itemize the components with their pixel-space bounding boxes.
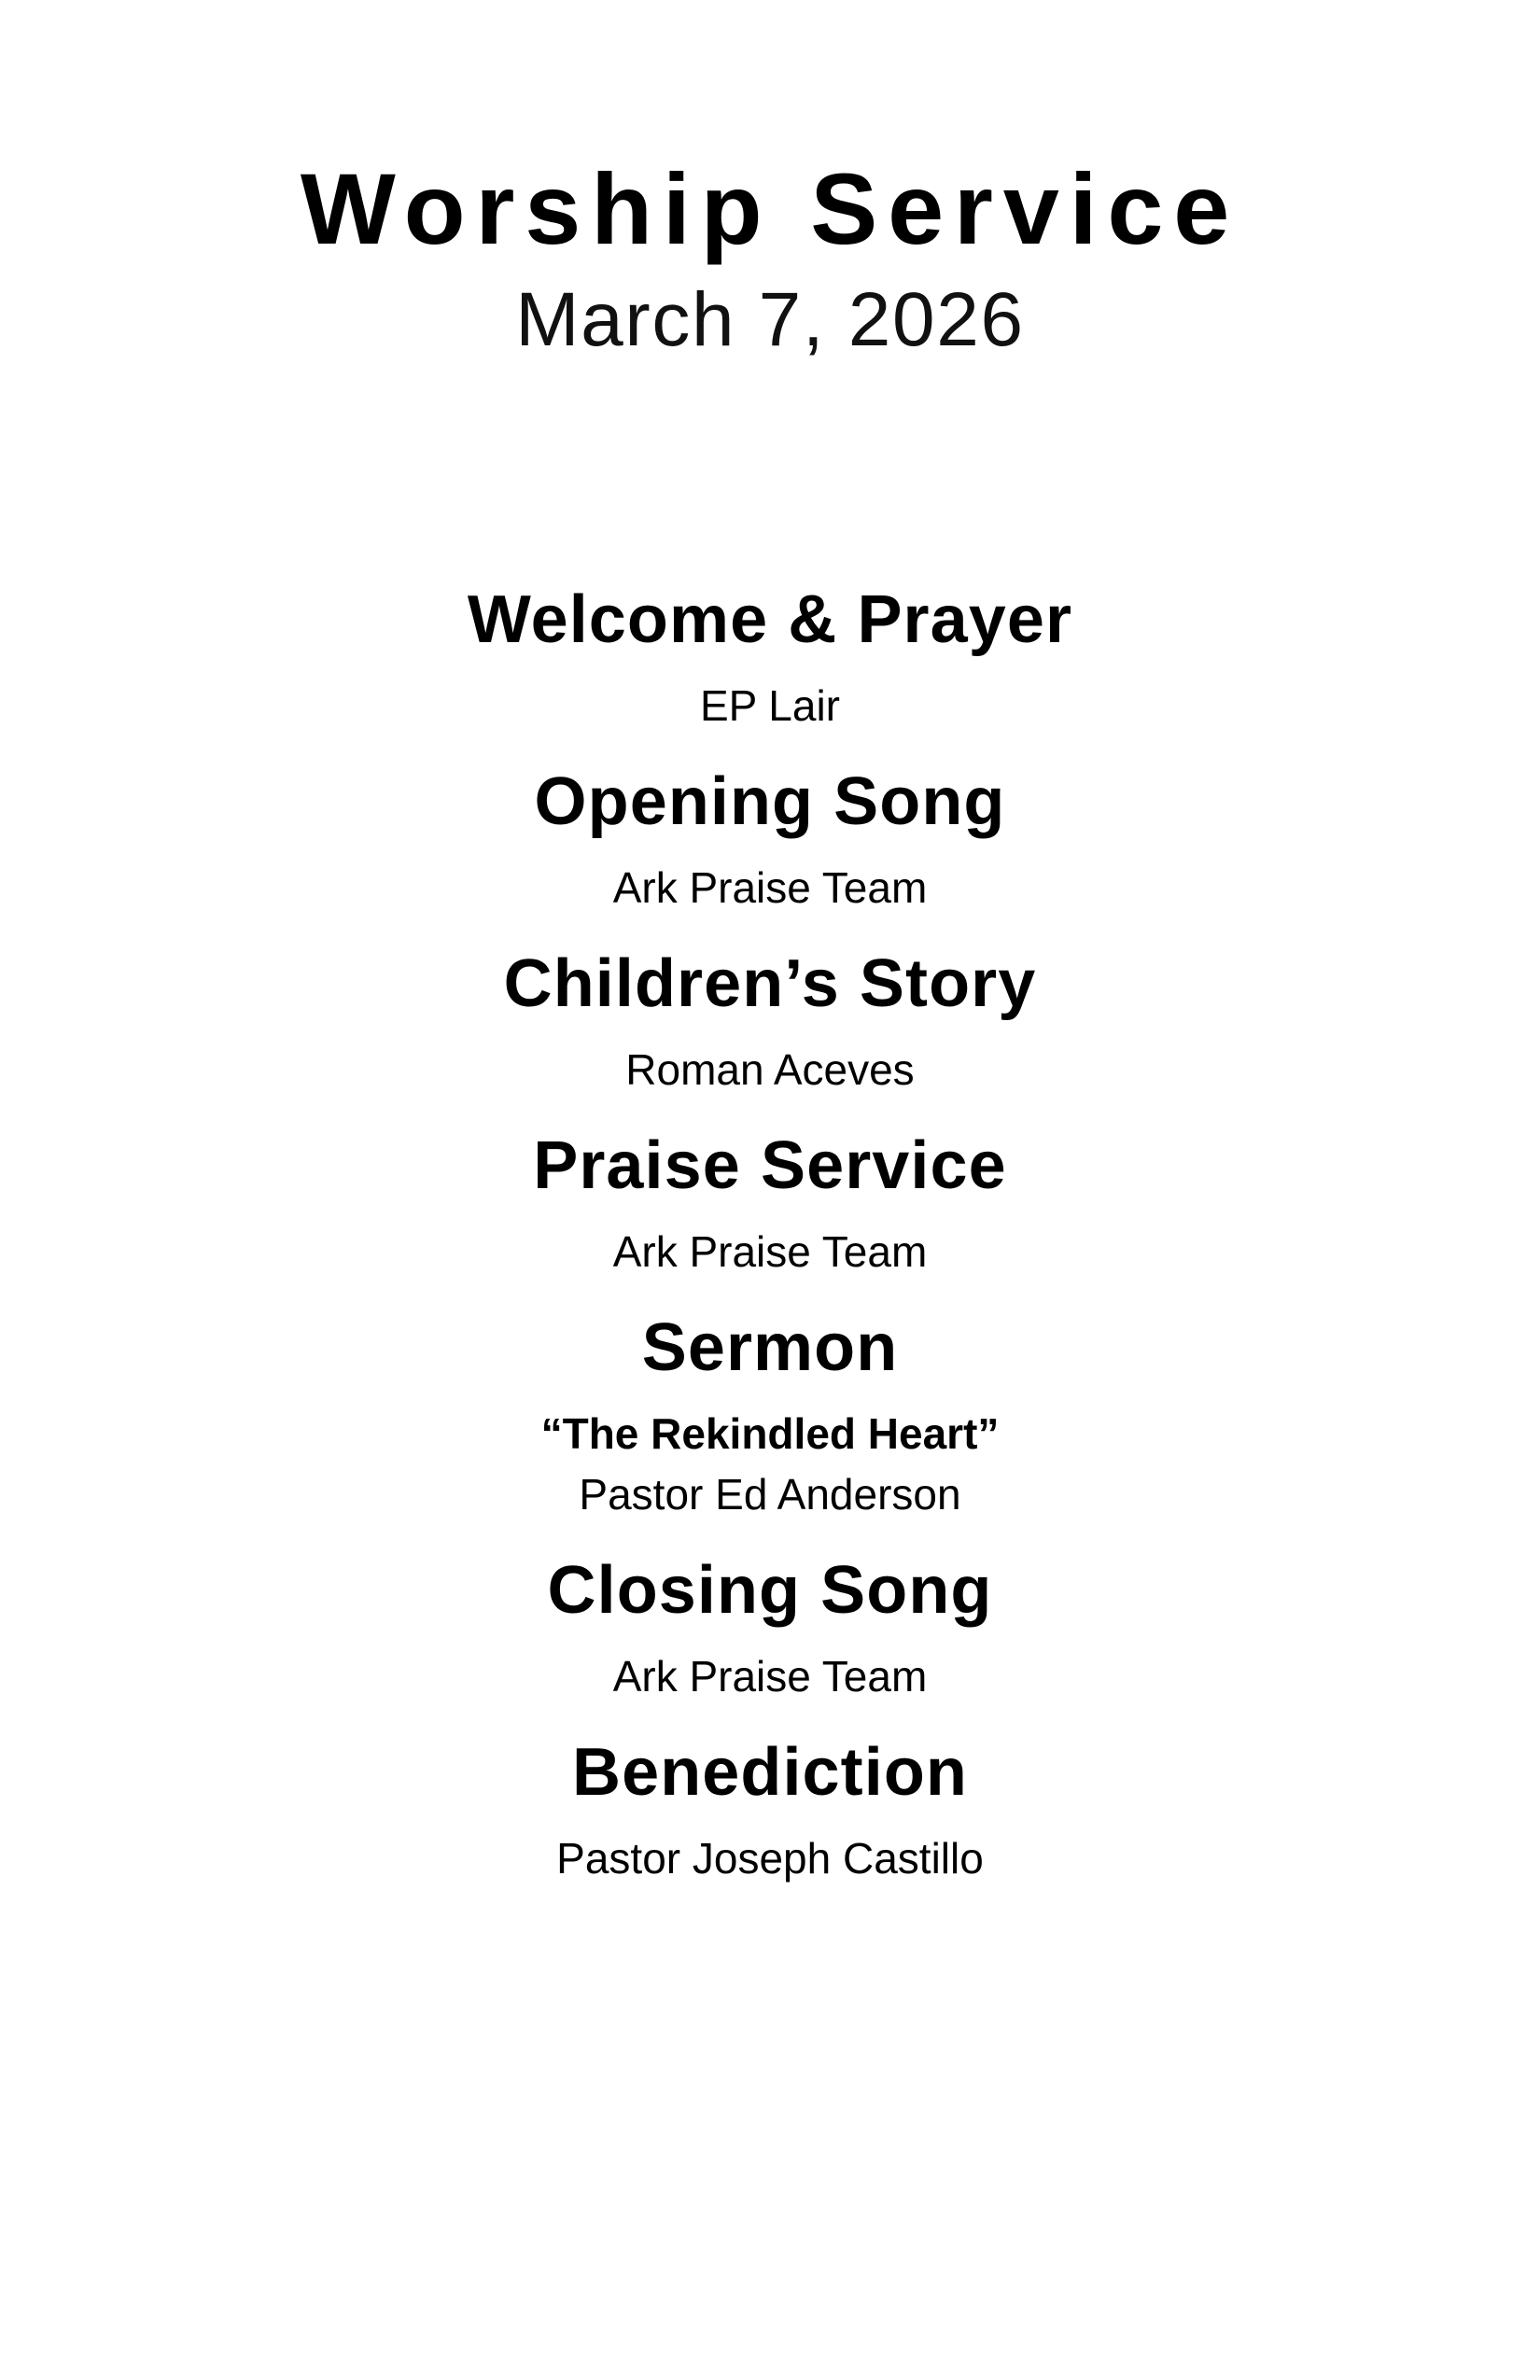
- item-detail: Ark Praise Team: [612, 863, 928, 913]
- item-heading: Welcome & Prayer: [467, 582, 1073, 658]
- item-detail: EP Lair: [699, 681, 841, 731]
- item-heading: Sermon: [641, 1309, 899, 1385]
- page-title: Worship Service: [300, 152, 1240, 265]
- page-date: March 7, 2026: [515, 277, 1025, 362]
- item-heading: Children’s Story: [503, 946, 1037, 1022]
- program-item-benediction: [0, 1734, 1540, 1883]
- program-item-opening-song: [0, 764, 1540, 913]
- sermon-title: “The Rekindled Heart”: [540, 1408, 1000, 1458]
- item-detail: Ark Praise Team: [612, 1226, 928, 1276]
- program-item-childrens-story: [0, 946, 1540, 1095]
- item-detail: Ark Praise Team: [612, 1651, 928, 1701]
- program-item-sermon: [0, 1309, 1540, 1519]
- item-detail: Pastor Joseph Castillo: [556, 1833, 984, 1883]
- program-item-closing-song: [0, 1552, 1540, 1701]
- item-heading: Closing Song: [547, 1552, 993, 1628]
- program-item-praise-service: [0, 1127, 1540, 1277]
- program-item-welcome-prayer: [0, 582, 1540, 731]
- program-list: [0, 582, 1540, 1883]
- item-heading: Opening Song: [534, 764, 1006, 840]
- item-heading: Praise Service: [533, 1127, 1007, 1203]
- item-heading: Benediction: [572, 1734, 968, 1810]
- item-detail: Pastor Ed Anderson: [579, 1469, 961, 1519]
- item-detail: Roman Aceves: [625, 1045, 915, 1095]
